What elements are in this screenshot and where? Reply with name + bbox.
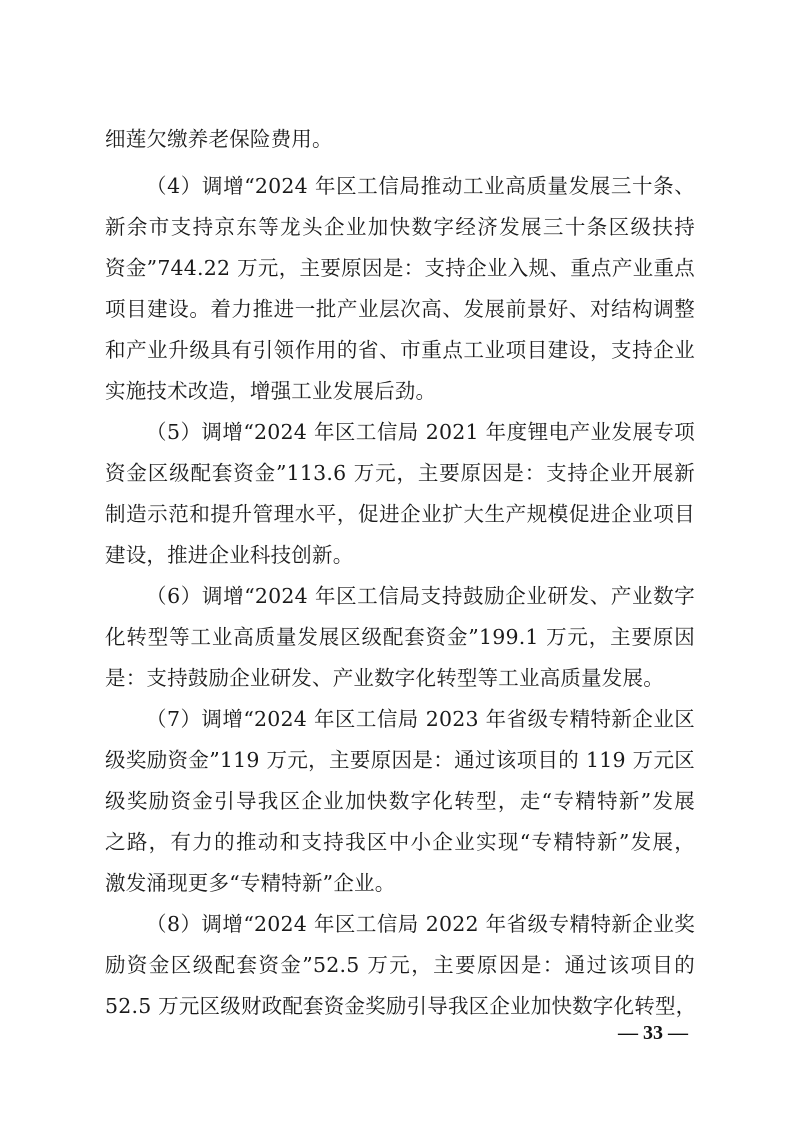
text-line: 励资金区级配套资金”52.5 万元，主要原因是：通过该项目的 (105, 953, 695, 977)
text-line: 激发涌现更多“专精特新”企业。 (105, 871, 396, 895)
text-line: （7）调增“2024 年区工信局 2023 年省级专精特新企业区 (146, 707, 695, 731)
text-line: 制造示范和提升管理水平，促进企业扩大生产规模促进企业项目 (105, 502, 695, 526)
text-line: 之路，有力的推动和支持我区中小企业实现“专精特新”发展， (105, 830, 695, 854)
text-line: 和产业升级具有引领作用的省、市重点工业项目建设，支持企业 (105, 338, 695, 362)
text-line: 建设，推进企业科技创新。 (105, 543, 354, 567)
text-line: 级奖励资金”119 万元，主要原因是：通过该项目的 119 万元区 (105, 748, 695, 772)
text-line: 项目建设。着力推进一批产业层次高、发展前景好、对结构调整 (105, 297, 695, 321)
text-line: 新余市支持京东等龙头企业加快数字经济发展三十条区级扶持 (105, 215, 695, 239)
text-line: 化转型等工业高质量发展区级配套资金”199.1 万元，主要原因 (105, 625, 695, 649)
text-line: （5）调增“2024 年区工信局 2021 年度锂电产业发展专项 (146, 420, 695, 444)
text-line: （6）调增“2024 年区工信局支持鼓励企业研发、产业数字 (146, 584, 695, 608)
text-line: 52.5 万元区级财政配套资金奖励引导我区企业加快数字化转型， (105, 994, 697, 1018)
text-line: 资金区级配套资金”113.6 万元，主要原因是：支持企业开展新 (105, 461, 695, 485)
text-line: 级奖励资金引导我区企业加快数字化转型，走“专精特新”发展 (105, 789, 695, 813)
text-line: （8）调增“2024 年区工信局 2022 年省级专精特新企业奖 (146, 912, 695, 936)
text-line: 是：支持鼓励企业研发、产业数字化转型等工业高质量发展。 (105, 666, 664, 690)
text-line: （4）调增“2024 年区工信局推动工业高质量发展三十条、 (146, 174, 695, 198)
page-number: — 33 — (618, 1022, 688, 1044)
text-line: 资金”744.22 万元，主要原因是：支持企业入规、重点产业重点 (105, 256, 695, 280)
text-line: 细莲欠缴养老保险费用。 (105, 127, 333, 151)
text-line: 实施技术改造，增强工业发展后劲。 (105, 379, 437, 403)
